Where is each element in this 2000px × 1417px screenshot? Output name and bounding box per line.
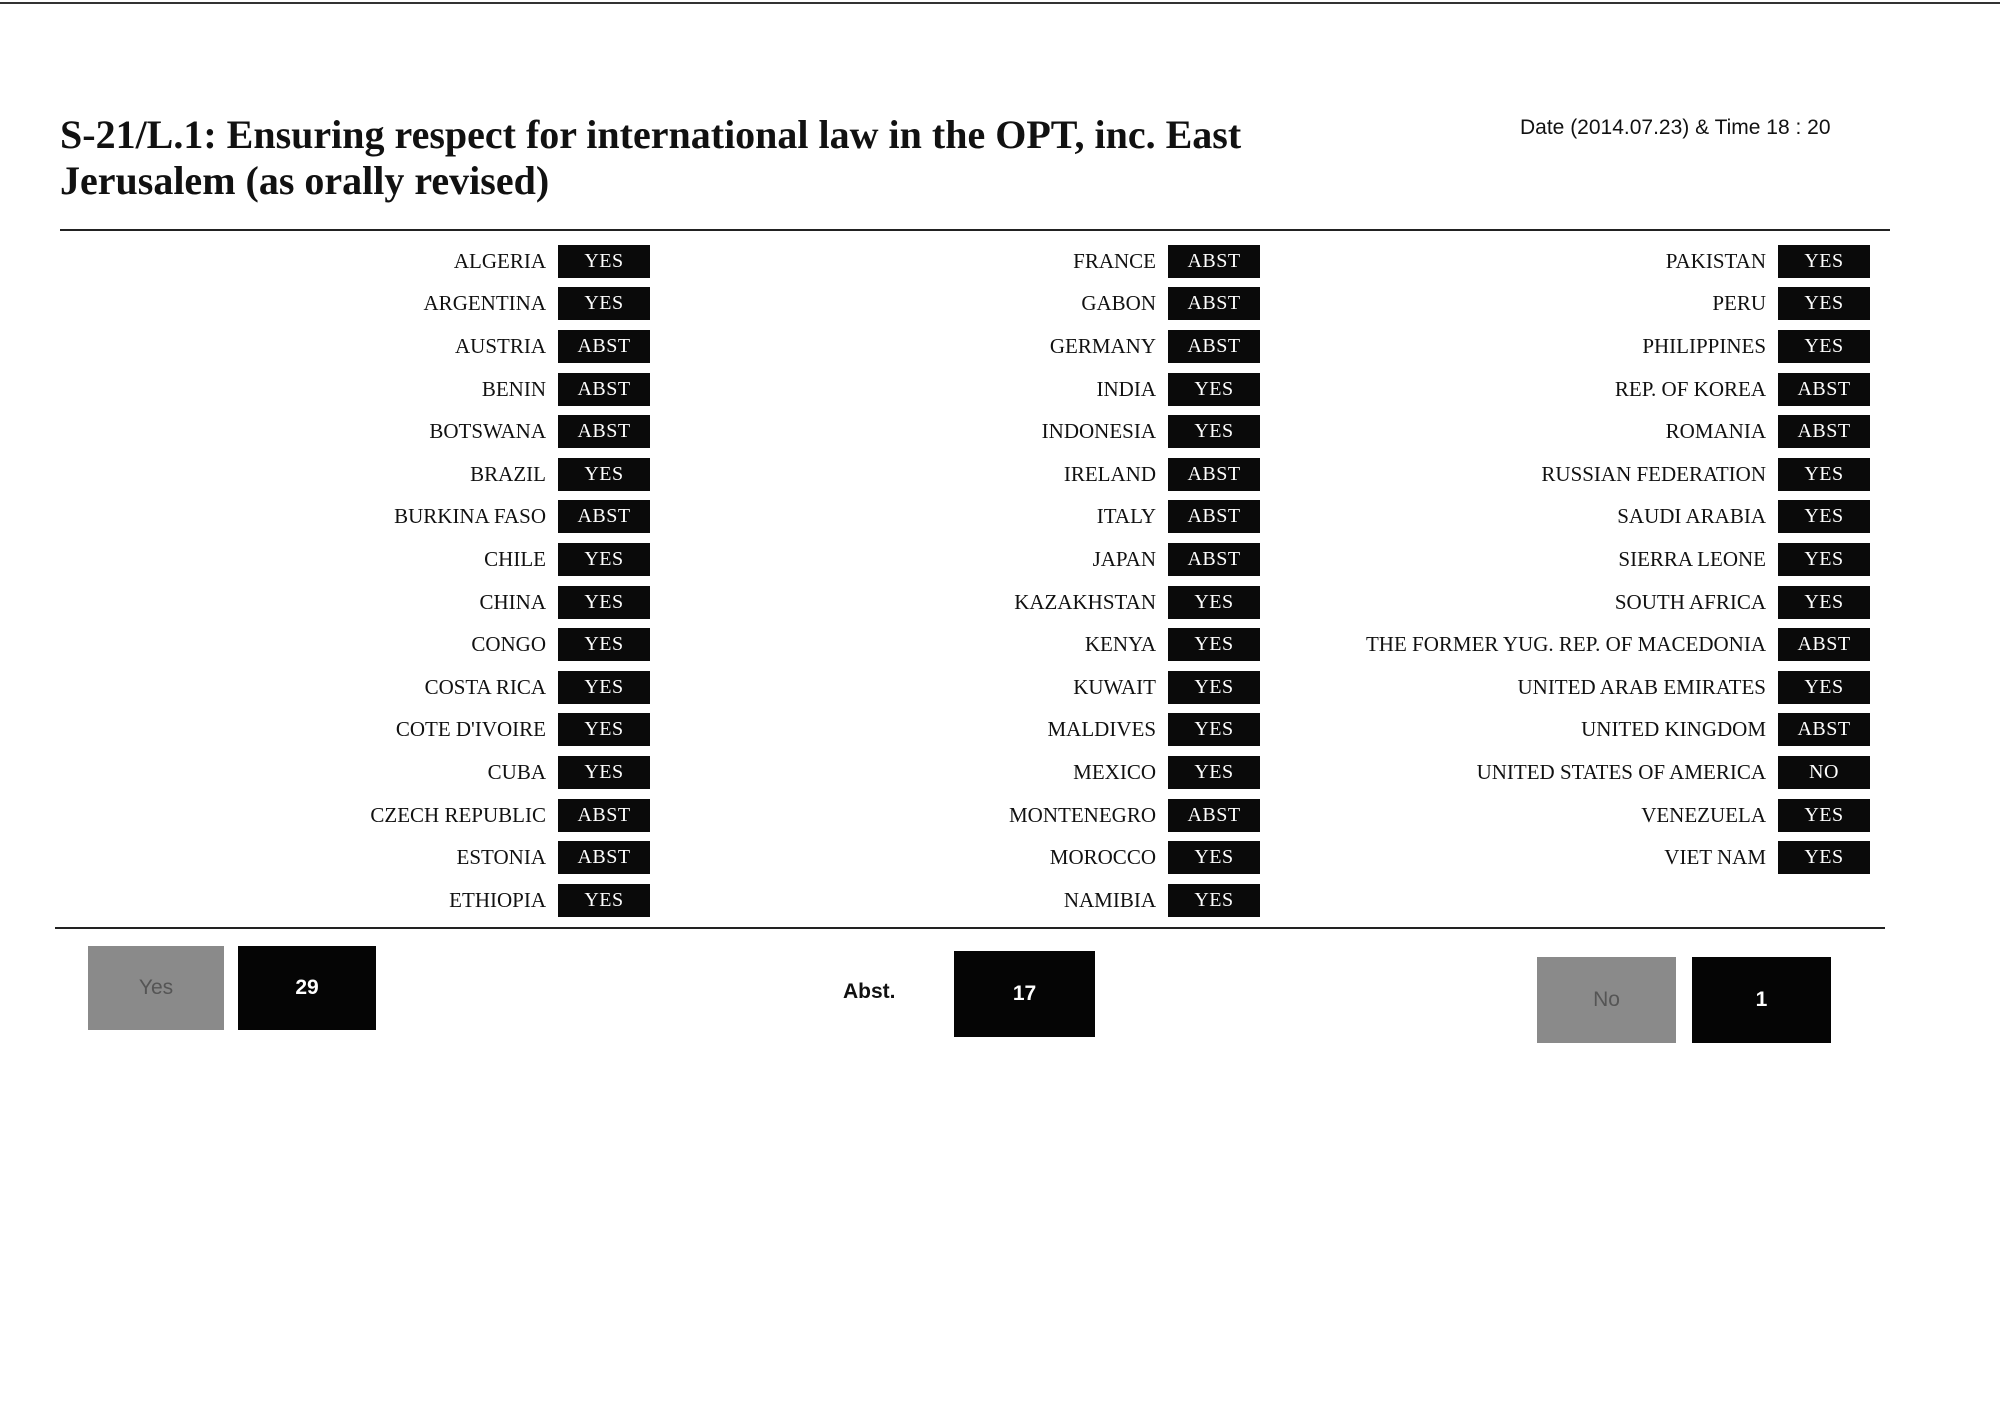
vote-badge: YES	[558, 458, 650, 491]
vote-badge: YES	[1778, 458, 1870, 491]
country-name: FRANCE	[1073, 248, 1156, 273]
vote-row	[1300, 581, 1870, 624]
vote-badge: YES	[1168, 586, 1260, 619]
vote-row	[1300, 751, 1870, 794]
country-name: AUSTRIA	[454, 333, 546, 358]
country-name: ESTONIA	[456, 845, 546, 870]
country-name: BENIN	[481, 376, 546, 401]
country-name: CZECH REPUBLIC	[370, 802, 546, 827]
country-name: BOTSWANA	[429, 419, 546, 444]
vote-row	[1300, 538, 1870, 581]
country-name: UNITED KINGDOM	[1581, 717, 1766, 742]
vote-badge: ABST	[1778, 373, 1870, 406]
vote-row	[800, 453, 1260, 496]
vote-badge: YES	[1778, 245, 1870, 278]
vote-row	[800, 879, 1260, 922]
country-name: MALDIVES	[1047, 717, 1156, 742]
country-name: GERMANY	[1049, 333, 1156, 358]
country-name: VENEZUELA	[1641, 802, 1766, 827]
country-name: ETHIOPIA	[449, 887, 546, 912]
vote-badge: ABST	[1168, 287, 1260, 320]
country-name: ROMANIA	[1665, 419, 1766, 444]
country-name: SAUDI ARABIA	[1617, 504, 1766, 529]
country-name: INDIA	[1096, 376, 1156, 401]
vote-row	[1300, 325, 1870, 368]
vote-badge: YES	[558, 543, 650, 576]
vote-badge: YES	[1778, 841, 1870, 874]
country-name: CONGO	[471, 632, 546, 657]
vote-row	[1300, 496, 1870, 539]
vote-badge: ABST	[558, 415, 650, 448]
vote-badge: ABST	[558, 841, 650, 874]
vote-badge: ABST	[558, 373, 650, 406]
vote-row	[800, 410, 1260, 453]
vote-row	[800, 325, 1260, 368]
vote-row	[800, 496, 1260, 539]
vote-row	[1300, 666, 1870, 709]
vote-badge: YES	[1778, 543, 1870, 576]
vote-row	[800, 581, 1260, 624]
country-name: GABON	[1081, 291, 1156, 316]
country-name: SOUTH AFRICA	[1614, 589, 1766, 614]
vote-badge: ABST	[1778, 415, 1870, 448]
vote-row	[800, 836, 1260, 879]
country-name: PHILIPPINES	[1642, 333, 1766, 358]
country-name: UNITED ARAB EMIRATES	[1517, 674, 1766, 699]
vote-badge: ABST	[1778, 713, 1870, 746]
country-name: CHILE	[484, 546, 546, 571]
country-name: BRAZIL	[470, 461, 546, 486]
vote-row	[800, 240, 1260, 283]
country-name: CHINA	[479, 589, 546, 614]
vote-badge: ABST	[1168, 500, 1260, 533]
country-name: MONTENEGRO	[1009, 802, 1156, 827]
vote-row	[800, 709, 1260, 752]
country-name: PERU	[1712, 291, 1766, 316]
vote-row	[200, 453, 650, 496]
vote-row	[200, 325, 650, 368]
abst-total-count: 17	[954, 951, 1095, 1037]
vote-badge: YES	[558, 287, 650, 320]
vote-row	[200, 240, 650, 283]
vote-badge: YES	[1168, 713, 1260, 746]
country-name: KENYA	[1084, 632, 1156, 657]
vote-row	[200, 623, 650, 666]
vote-column-2	[800, 240, 1260, 922]
vote-row	[800, 794, 1260, 837]
vote-row	[1300, 410, 1870, 453]
country-name: CUBA	[487, 759, 546, 784]
vote-badge: YES	[1778, 799, 1870, 832]
vote-badge: ABST	[558, 330, 650, 363]
vote-badge: YES	[558, 756, 650, 789]
vote-row	[200, 751, 650, 794]
vote-badge: YES	[1168, 841, 1260, 874]
vote-row	[1300, 240, 1870, 283]
vote-row	[200, 410, 650, 453]
vote-badge: YES	[558, 671, 650, 704]
vote-row	[200, 709, 650, 752]
vote-row	[200, 581, 650, 624]
vote-row	[200, 368, 650, 411]
vote-row	[200, 283, 650, 326]
vote-row	[800, 623, 1260, 666]
no-total-label: No	[1537, 957, 1676, 1043]
vote-column-3	[1300, 240, 1870, 879]
vote-row	[200, 496, 650, 539]
top-edge-rule	[0, 2, 2000, 4]
vote-row	[1300, 623, 1870, 666]
country-name: ARGENTINA	[423, 291, 546, 316]
footer-divider	[55, 927, 1885, 929]
vote-badge: YES	[558, 245, 650, 278]
vote-row	[800, 368, 1260, 411]
country-name: RUSSIAN FEDERATION	[1541, 461, 1766, 486]
vote-badge: YES	[1778, 287, 1870, 320]
abst-total-label: Abst.	[843, 980, 896, 1003]
vote-badge: ABST	[558, 799, 650, 832]
vote-badge: YES	[1778, 500, 1870, 533]
header-divider	[60, 229, 1890, 231]
vote-row	[1300, 794, 1870, 837]
yes-total-label: Yes	[88, 946, 224, 1030]
vote-column-1	[200, 240, 650, 922]
vote-badge: YES	[1168, 415, 1260, 448]
country-name: ITALY	[1096, 504, 1156, 529]
vote-row	[1300, 368, 1870, 411]
vote-badge: YES	[1168, 884, 1260, 917]
vote-badge: ABST	[1168, 799, 1260, 832]
vote-badge: ABST	[1778, 628, 1870, 661]
vote-row	[800, 751, 1260, 794]
country-name: PAKISTAN	[1665, 248, 1766, 273]
vote-badge: YES	[1778, 586, 1870, 619]
vote-badge: ABST	[1168, 245, 1260, 278]
no-total-count: 1	[1692, 957, 1831, 1043]
country-name: SIERRA LEONE	[1618, 546, 1766, 571]
vote-badge: YES	[558, 713, 650, 746]
vote-badge: YES	[1168, 756, 1260, 789]
country-name: KAZAKHSTAN	[1014, 589, 1156, 614]
vote-badge: YES	[558, 586, 650, 619]
country-name: IRELAND	[1063, 461, 1156, 486]
country-name: MOROCCO	[1049, 845, 1156, 870]
vote-badge: ABST	[558, 500, 650, 533]
country-name: THE FORMER YUG. REP. OF MACEDONIA	[1365, 632, 1766, 657]
country-name: BURKINA FASO	[394, 504, 546, 529]
vote-row	[200, 836, 650, 879]
vote-badge: YES	[1168, 628, 1260, 661]
vote-badge: YES	[558, 628, 650, 661]
vote-row	[800, 538, 1260, 581]
vote-badge: YES	[1778, 671, 1870, 704]
country-name: COSTA RICA	[424, 674, 546, 699]
vote-badge: ABST	[1168, 458, 1260, 491]
vote-badge: YES	[1168, 671, 1260, 704]
country-name: UNITED STATES OF AMERICA	[1476, 759, 1766, 784]
vote-row	[200, 538, 650, 581]
country-name: COTE D'IVOIRE	[395, 717, 546, 742]
country-name: ALGERIA	[453, 248, 546, 273]
country-name: MEXICO	[1073, 759, 1156, 784]
yes-total-count: 29	[238, 946, 376, 1030]
country-name: KUWAIT	[1073, 674, 1156, 699]
country-name: VIET NAM	[1664, 845, 1766, 870]
vote-datetime: Date (2014.07.23) & Time 18 : 20	[1520, 116, 1831, 139]
country-name: NAMIBIA	[1063, 887, 1156, 912]
vote-row	[200, 794, 650, 837]
vote-row	[1300, 283, 1870, 326]
vote-row	[200, 879, 650, 922]
vote-row	[800, 283, 1260, 326]
vote-badge: ABST	[1168, 543, 1260, 576]
vote-badge: YES	[558, 884, 650, 917]
vote-row	[1300, 709, 1870, 752]
vote-badge: NO	[1778, 756, 1870, 789]
vote-row	[800, 666, 1260, 709]
vote-row	[1300, 836, 1870, 879]
country-name: INDONESIA	[1041, 419, 1156, 444]
vote-row	[1300, 453, 1870, 496]
country-name: REP. OF KOREA	[1614, 376, 1766, 401]
vote-badge: YES	[1778, 330, 1870, 363]
country-name: JAPAN	[1092, 546, 1156, 571]
vote-row	[200, 666, 650, 709]
vote-badge: YES	[1168, 373, 1260, 406]
vote-badge: ABST	[1168, 330, 1260, 363]
resolution-title: S-21/L.1: Ensuring respect for international law in the OPT, inc. East Jerusalem (as orally revised)	[60, 112, 1242, 203]
